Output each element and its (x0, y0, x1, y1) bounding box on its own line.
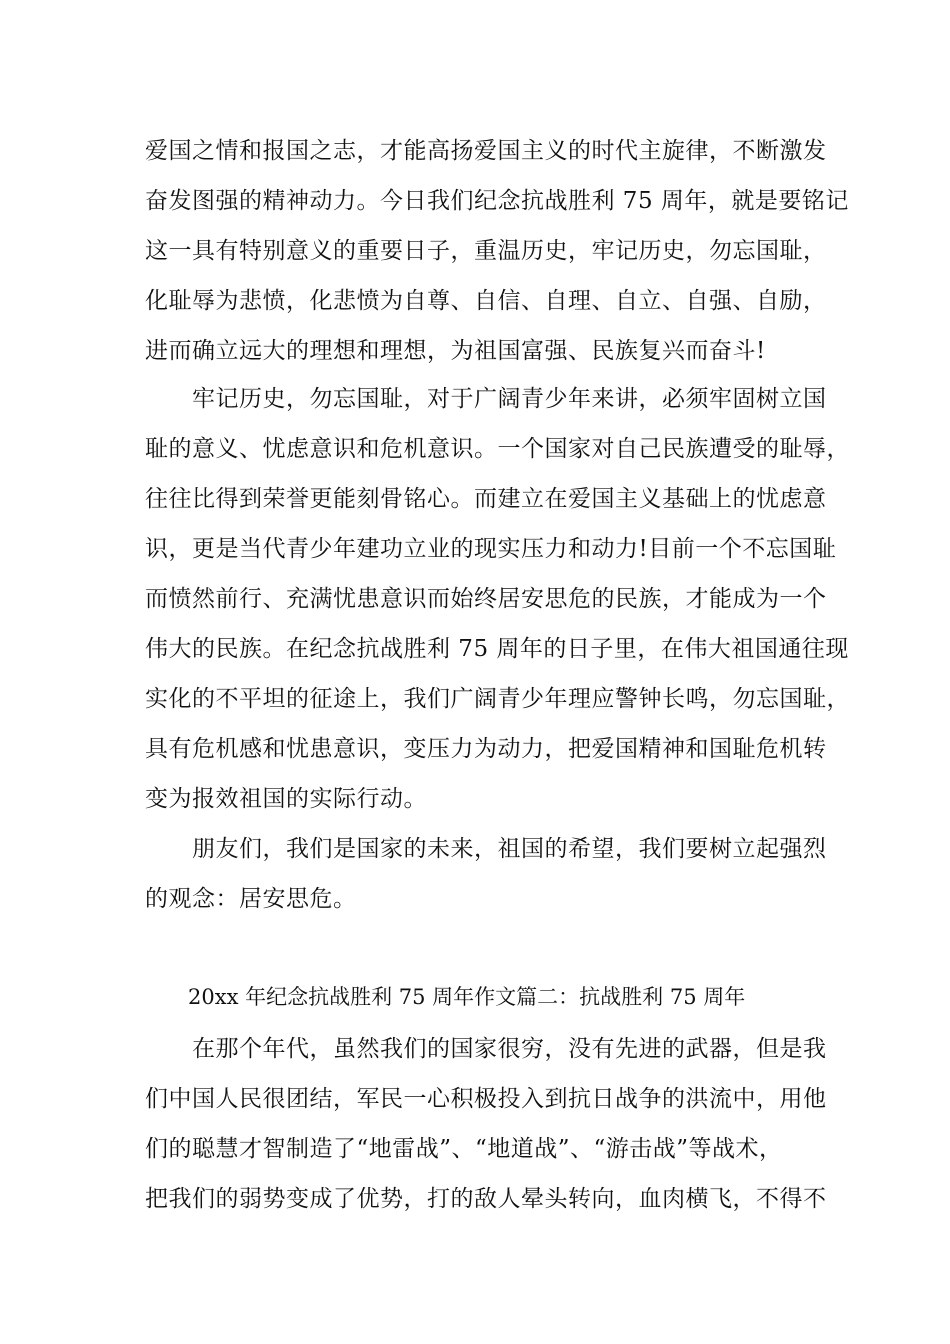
paragraph-line: 这一具有特别意义的重要日子，重温历史，牢记历史，勿忘国耻， (145, 238, 827, 264)
paragraph-line: 实化的不平坦的征途上，我们广阔青少年理应警钟长鸣，勿忘国耻， (145, 686, 850, 712)
paragraph-line: 识，更是当代青少年建功立业的现实压力和动力!目前一个不忘国耻 (145, 536, 837, 562)
paragraph-line: 耻的意义、忧虑意识和危机意识。一个国家对自己民族遭受的耻辱， (145, 436, 850, 462)
paragraph-line: 们的聪慧才智制造了“地雷战”、“地道战”、“游击战”等战术， (145, 1136, 783, 1162)
paragraph-line: 而愤然前行、充满忧患意识而始终居安思危的民族，才能成为一个 (145, 586, 827, 612)
paragraph-line: 爱国之情和报国之志，才能高扬爱国主义的时代主旋律，不断激发 (145, 138, 827, 164)
paragraph-line: 们中国人民很团结，军民一心积极投入到抗日战争的洪流中，用他 (145, 1086, 827, 1112)
paragraph-line: 牢记历史，勿忘国耻，对于广阔青少年来讲，必须牢固树立国 (145, 386, 827, 412)
paragraph-line: 在那个年代，虽然我们的国家很穷，没有先进的武器，但是我 (145, 1036, 827, 1062)
paragraph-line: 进而确立远大的理想和理想，为祖国富强、民族复兴而奋斗! (145, 338, 766, 364)
paragraph-line: 的观念：居安思危。 (145, 886, 357, 912)
paragraph-line: 具有危机感和忧患意识，变压力为动力，把爱国精神和国耻危机转 (145, 736, 827, 762)
paragraph-line: 奋发图强的精神动力。今日我们纪念抗战胜利 75 周年，就是要铭记 (145, 188, 849, 214)
paragraph-line: 变为报效祖国的实际行动。 (145, 786, 427, 812)
paragraph-line: 伟大的民族。在纪念抗战胜利 75 周年的日子里，在伟大祖国通往现 (145, 636, 849, 662)
section-heading: 20xx 年纪念抗战胜利 75 周年作文篇二：抗战胜利 75 周年 (188, 985, 746, 1009)
paragraph-line: 把我们的弱势变成了优势，打的敌人晕头转向，血肉横飞，不得不 (145, 1186, 827, 1212)
paragraph-line: 化耻辱为悲愤，化悲愤为自尊、自信、自理、自立、自强、自励， (145, 288, 827, 314)
paragraph-line: 朋友们，我们是国家的未来，祖国的希望，我们要树立起强烈 (145, 836, 827, 862)
paragraph-line: 往往比得到荣誉更能刻骨铭心。而建立在爱国主义基础上的忧虑意 (145, 486, 827, 512)
